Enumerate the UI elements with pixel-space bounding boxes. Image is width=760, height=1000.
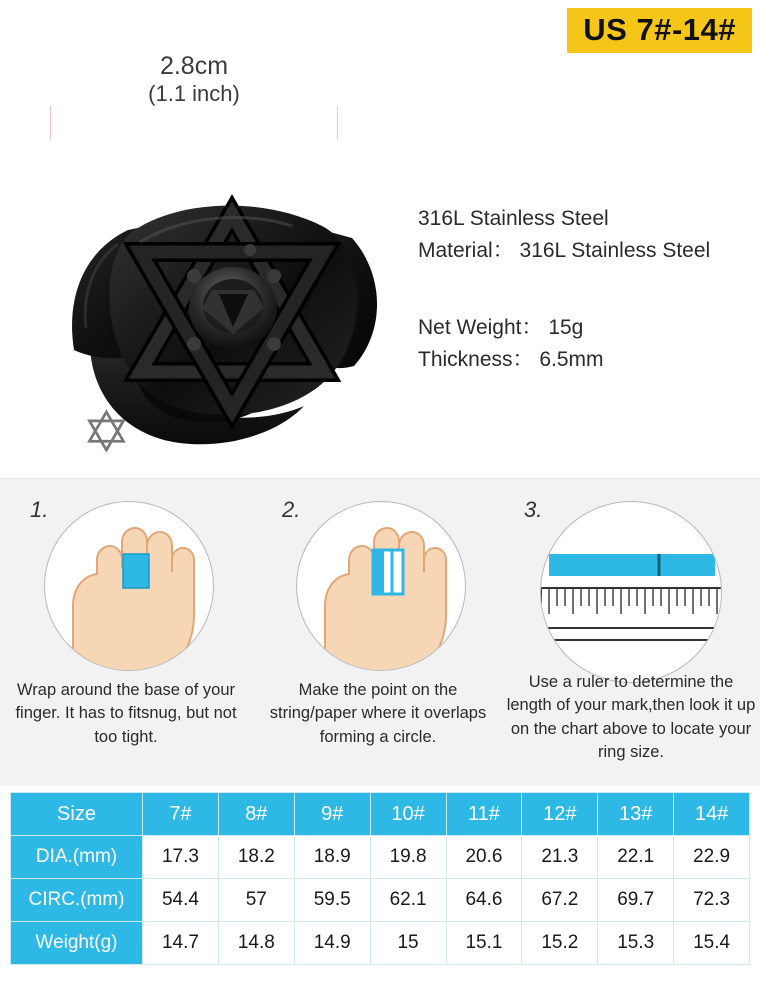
how-to-measure-section: [0, 478, 760, 786]
cell-dia-11: 20.6: [446, 836, 522, 879]
ruler-icon: [541, 502, 722, 683]
measure-band-1: [123, 554, 149, 588]
measure-step-1: [0, 479, 252, 787]
cell-weight-8: 14.8: [218, 922, 294, 965]
step-2-number: 2.: [282, 497, 301, 522]
dimension-label: [50, 52, 338, 106]
header-size: Size: [11, 793, 143, 836]
ring-product-image: [36, 122, 392, 452]
ring-size-chart: [10, 792, 750, 965]
header-7: 7#: [143, 793, 219, 836]
product-hero-section: [0, 0, 760, 478]
step-3-number: 3.: [524, 497, 543, 522]
cell-circ-13: 69.7: [598, 879, 674, 922]
table-row: [11, 922, 750, 965]
table-row: [11, 879, 750, 922]
ring-illustration-svg: [36, 122, 392, 452]
spec-thickness: Thickness： 6.5mm: [418, 347, 604, 371]
step-1-number: 1.: [30, 497, 49, 522]
header-13: 13#: [598, 793, 674, 836]
header-11: 11#: [446, 793, 522, 836]
cell-circ-9: 59.5: [294, 879, 370, 922]
cell-weight-13: 15.3: [598, 922, 674, 965]
hand-marked-icon: [297, 502, 466, 671]
cell-weight-14: 15.4: [674, 922, 750, 965]
step-2-illustration: [296, 501, 466, 671]
size-table: [10, 792, 750, 965]
row-label-dia: DIA.(mm): [11, 836, 143, 879]
dimension-value: 2.8cm: [159, 52, 229, 80]
cell-circ-11: 64.6: [446, 879, 522, 922]
cell-circ-12: 67.2: [522, 879, 598, 922]
cell-weight-12: 15.2: [522, 922, 598, 965]
cell-weight-10: 15: [370, 922, 446, 965]
cell-dia-8: 18.2: [218, 836, 294, 879]
step-3-caption: Use a ruler to determine the length of your mark,then look it up on the chart above to locate your ring size.: [506, 673, 756, 762]
row-label-circ: CIRC.(mm): [11, 879, 143, 922]
cell-dia-7: 17.3: [143, 836, 219, 879]
measure-step-2: [252, 479, 504, 787]
measure-step-3: [504, 479, 756, 787]
cell-weight-11: 15.1: [446, 922, 522, 965]
header-14: 14#: [674, 793, 750, 836]
cell-weight-9: 14.9: [294, 922, 370, 965]
table-row: [11, 836, 750, 879]
spec-material-short: 316L Stainless Steel: [418, 207, 609, 230]
us-size-badge: US 7#-14#: [567, 8, 752, 53]
cell-dia-9: 18.9: [294, 836, 370, 879]
step-1-illustration: [44, 501, 214, 671]
dimension-inches: (1.1 inch): [148, 80, 240, 106]
cell-weight-7: 14.7: [143, 922, 219, 965]
header-10: 10#: [370, 793, 446, 836]
header-8: 8#: [218, 793, 294, 836]
header-12: 12#: [522, 793, 598, 836]
row-label-weight: Weight(g): [11, 922, 143, 965]
spec-material: Material： 316L Stainless Steel: [418, 238, 711, 262]
step-3-illustration: [540, 501, 722, 683]
cell-circ-10: 62.1: [370, 879, 446, 922]
cell-circ-14: 72.3: [674, 879, 750, 922]
cell-dia-13: 22.1: [598, 836, 674, 879]
step-1-caption: Wrap around the base of your finger. It has to fitsnug, but not too tight.: [15, 681, 237, 746]
cell-dia-10: 19.8: [370, 836, 446, 879]
cell-dia-12: 21.3: [522, 836, 598, 879]
header-9: 9#: [294, 793, 370, 836]
cell-circ-7: 54.4: [143, 879, 219, 922]
table-header-row: [11, 793, 750, 836]
cell-circ-8: 57: [218, 879, 294, 922]
product-specs: [418, 203, 710, 375]
step-2-caption: Make the point on the string/paper where it overlaps forming a circle.: [269, 681, 487, 746]
hand-icon: [45, 502, 214, 671]
cell-dia-14: 22.9: [674, 836, 750, 879]
spec-net-weight: Net Weight： 15g: [418, 316, 584, 339]
